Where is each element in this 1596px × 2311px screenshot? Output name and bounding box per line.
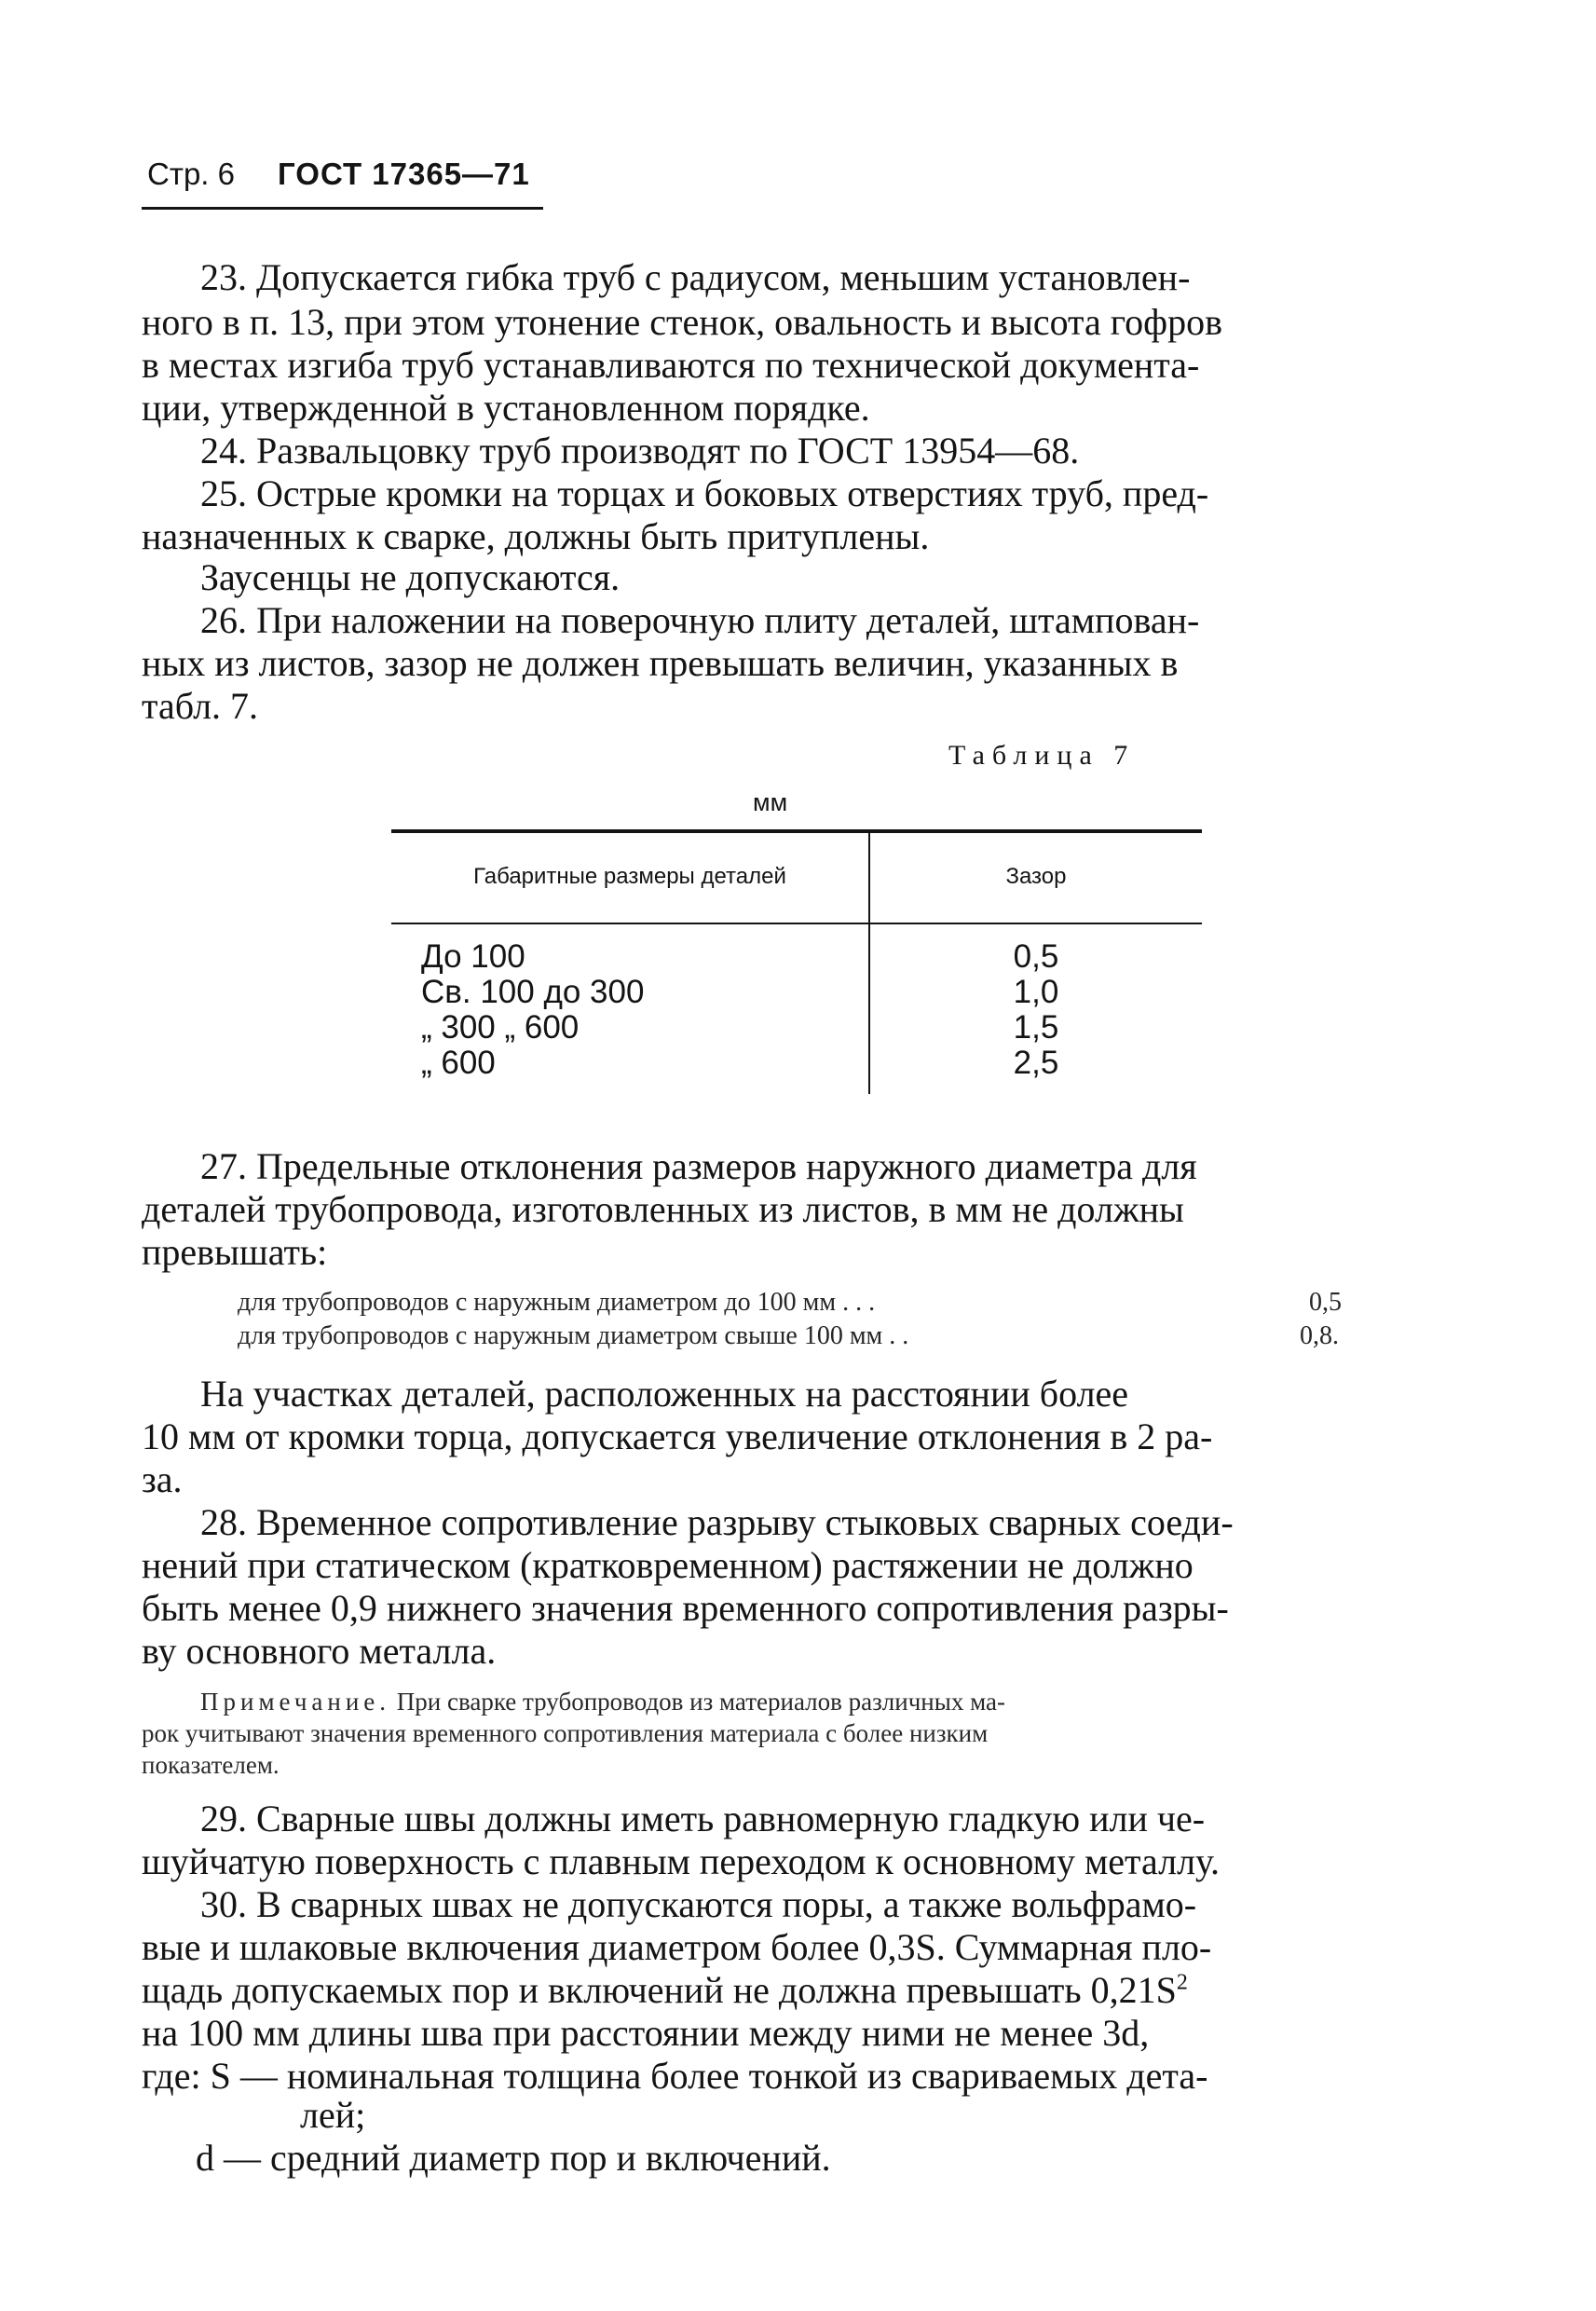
table-row bbox=[391, 1010, 1202, 1046]
p25-burrs: Заусенцы не допускаются. bbox=[200, 556, 621, 598]
p27-item-1-label: для трубопроводов с наружным диаметром до 100 мм . . . bbox=[238, 1288, 876, 1317]
table-header-gap: Зазор bbox=[869, 831, 1202, 923]
p27-item-2-label: для трубопроводов с наружным диаметром свыше 100 мм . . bbox=[238, 1321, 909, 1350]
p30-superscript: 2 bbox=[1176, 1970, 1188, 1995]
row-size: „ 600 bbox=[391, 1046, 869, 1094]
p28-note-line-2: рок учитывают значения временного сопротивления материала с более низким bbox=[142, 1719, 989, 1747]
table-row bbox=[391, 939, 1202, 975]
row-size: „ 300 „ 600 bbox=[391, 1010, 869, 1046]
p30-line-6: лей; bbox=[300, 2094, 366, 2136]
table-row bbox=[391, 975, 1202, 1010]
p28-note-line-3: показателем. bbox=[142, 1751, 280, 1779]
p28-note-line-1 bbox=[200, 1689, 1005, 1716]
p30-line-7: d — средний диаметр пор и включений. bbox=[196, 2137, 831, 2179]
p29-line-1: 29. Сварные швы должны иметь равномерную гладкую или че- bbox=[200, 1798, 1206, 1839]
row-size: Св. 100 до 300 bbox=[391, 975, 869, 1010]
row-gap: 1,5 bbox=[1013, 1009, 1059, 1046]
note-text: При сварке трубопроводов из материалов различных ма- bbox=[396, 1688, 1006, 1716]
p25-line-2: назначенных к сварке, должны быть притуплены. bbox=[142, 515, 930, 557]
p27-item-1-value: 0,5 bbox=[1309, 1288, 1342, 1317]
p27-line-2: деталей трубопровода, изготовленных из листов, в мм не должны bbox=[142, 1188, 1184, 1230]
p23-line-4: ции, утвержденной в установленном порядке. bbox=[142, 387, 870, 429]
table-unit: мм bbox=[753, 788, 788, 816]
page-header bbox=[147, 157, 530, 192]
p28-line-3: быть менее 0,9 нижнего значения временного сопротивления разры- bbox=[142, 1587, 1229, 1629]
p27-line-3: превышать: bbox=[142, 1231, 328, 1273]
p23-line-1: 23. Допускается гибка труб с радиусом, меньшим установлен- bbox=[200, 256, 1191, 298]
p26-line-1: 26. При наложении на поверочную плиту деталей, штампован- bbox=[200, 599, 1200, 641]
p28-line-4: ву основного металла. bbox=[142, 1630, 497, 1672]
p27-after-1: На участках деталей, расположенных на расстоянии более bbox=[200, 1373, 1129, 1415]
p30-line-3 bbox=[142, 1969, 1188, 2011]
p27-line-1: 27. Предельные отклонения размеров наружного диаметра для bbox=[200, 1145, 1197, 1187]
row-gap: 0,5 bbox=[1013, 938, 1059, 975]
p30-line-1: 30. В сварных швах не допускаются поры, а также вольфрамо- bbox=[200, 1883, 1197, 1925]
standard-number: ГОСТ 17365—71 bbox=[278, 157, 530, 191]
p30-line-3-text: щадь допускаемых пор и включений не должна превышать 0,21S bbox=[142, 1969, 1177, 2011]
p30-line-4: на 100 мм длины шва при расстоянии между ними не менее 3d, bbox=[142, 2012, 1150, 2054]
p23-line-2: ного в п. 13, при этом утонение стенок, овальность и высота гофров bbox=[142, 301, 1222, 343]
table-title: Таблица 7 bbox=[948, 740, 1136, 771]
p24: 24. Развальцовку труб производят по ГОСТ 13954—68. bbox=[200, 430, 1080, 472]
table-row bbox=[391, 1046, 1202, 1094]
page-label: Стр. 6 bbox=[147, 157, 235, 191]
p26-line-3: табл. 7. bbox=[142, 685, 259, 727]
note-label: Примечание. bbox=[200, 1688, 391, 1716]
p25-line-1: 25. Острые кромки на торцах и боковых отверстиях труб, пред- bbox=[200, 472, 1209, 514]
row-gap: 1,0 bbox=[1013, 974, 1059, 1010]
table-header-size: Габаритные размеры деталей bbox=[391, 831, 869, 923]
p28-line-1: 28. Временное сопротивление разрыву стыковых сварных соеди- bbox=[200, 1501, 1234, 1543]
p30-line-2: вые и шлаковые включения диаметром более 0,3S. Суммарная пло- bbox=[142, 1926, 1212, 1968]
p27-item-2-value: 0,8. bbox=[1300, 1321, 1339, 1350]
row-gap: 2,5 bbox=[1013, 1045, 1059, 1081]
p23-line-3: в местах изгиба труб устанавливаются по технической документа- bbox=[142, 344, 1200, 386]
p27-after-2: 10 мм от кромки торца, допускается увеличение отклонения в 2 ра- bbox=[142, 1415, 1213, 1457]
p28-line-2: нений при статическом (кратковременном) растяжении не должно bbox=[142, 1544, 1194, 1586]
header-rule bbox=[142, 207, 543, 210]
p26-line-2: ных из листов, зазор не должен превышать величин, указанных в bbox=[142, 642, 1179, 684]
p30-line-5: где: S — номинальная толщина более тонкой из свариваемых дета- bbox=[142, 2055, 1208, 2097]
table-7 bbox=[391, 829, 1202, 1094]
p29-line-2: шуйчатую поверхность с плавным переходом к основному металлу. bbox=[142, 1840, 1221, 1882]
row-size: До 100 bbox=[391, 939, 869, 975]
p27-after-3: за. bbox=[142, 1458, 183, 1500]
